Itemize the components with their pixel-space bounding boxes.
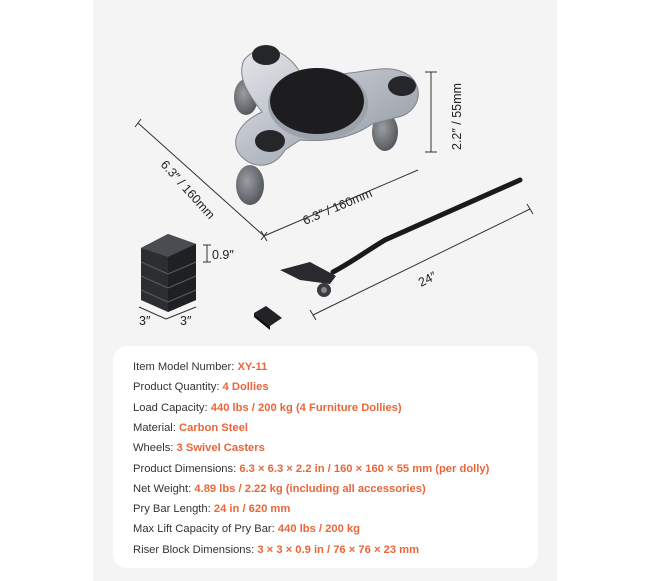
foot-pad-image <box>254 306 282 330</box>
spec-label: Item Model Number: <box>133 361 238 373</box>
dolly-height-dimension-line <box>425 72 437 152</box>
dolly-depth-label: 6.3″ / 160mm <box>157 157 218 222</box>
spec-row <box>133 502 290 516</box>
spec-value: 6.3 × 6.3 × 2.2 in / 160 × 160 × 55 mm (per dolly) <box>239 462 490 475</box>
spec-label: Material: <box>133 421 180 434</box>
spec-value: 4.89 lbs / 2.22 kg (including all accessories) <box>194 482 426 495</box>
spec-label: Net Weight: <box>133 482 195 495</box>
spec-row <box>133 462 489 476</box>
pry-bar-image <box>280 180 520 297</box>
spec-value: 4 Dollies <box>222 381 269 394</box>
spec-value: 3 Swivel Casters <box>176 442 265 455</box>
spec-row <box>133 421 248 435</box>
dolly-width-label: 6.3″ / 160mm <box>300 185 375 228</box>
dolly-height-label: 2.2″ / 55mm <box>450 83 464 150</box>
spec-label: Product Quantity: <box>133 381 223 394</box>
spec-row <box>133 522 360 536</box>
spec-row <box>133 380 269 394</box>
spec-label: Pry Bar Length: <box>133 503 214 516</box>
spec-value: Carbon Steel <box>179 421 249 434</box>
spec-value: XY-11 <box>237 361 268 373</box>
riser-block-image <box>141 234 196 312</box>
riser-height-dimension-line <box>203 245 211 262</box>
spec-label: Load Capacity: <box>133 401 211 414</box>
spec-label: Product Dimensions: <box>133 462 240 475</box>
riser-width-right-label: 3″ <box>180 314 192 328</box>
spec-label: Max Lift Capacity of Pry Bar: <box>133 523 278 536</box>
specifications-card <box>113 346 538 568</box>
dolly-image <box>234 45 418 205</box>
spec-row <box>133 441 265 455</box>
spec-row <box>133 482 426 496</box>
spec-label: Riser Block Dimensions: <box>133 543 258 556</box>
spec-value: 24 in / 620 mm <box>213 503 291 516</box>
spec-value: 3 × 3 × 0.9 in / 76 × 76 × 23 mm <box>257 543 420 556</box>
spec-row <box>133 401 402 415</box>
spec-row <box>133 543 419 557</box>
riser-width-left-label: 3″ <box>139 314 151 328</box>
spec-row <box>133 360 267 374</box>
bar-length-label: 24″ <box>416 268 439 290</box>
spec-label: Wheels: <box>133 442 177 455</box>
spec-value: 440 lbs / 200 kg (4 Furniture Dollies) <box>210 401 402 414</box>
spec-value: 440 lbs / 200 kg <box>277 523 360 536</box>
riser-height-label: 0.9″ <box>212 248 234 262</box>
